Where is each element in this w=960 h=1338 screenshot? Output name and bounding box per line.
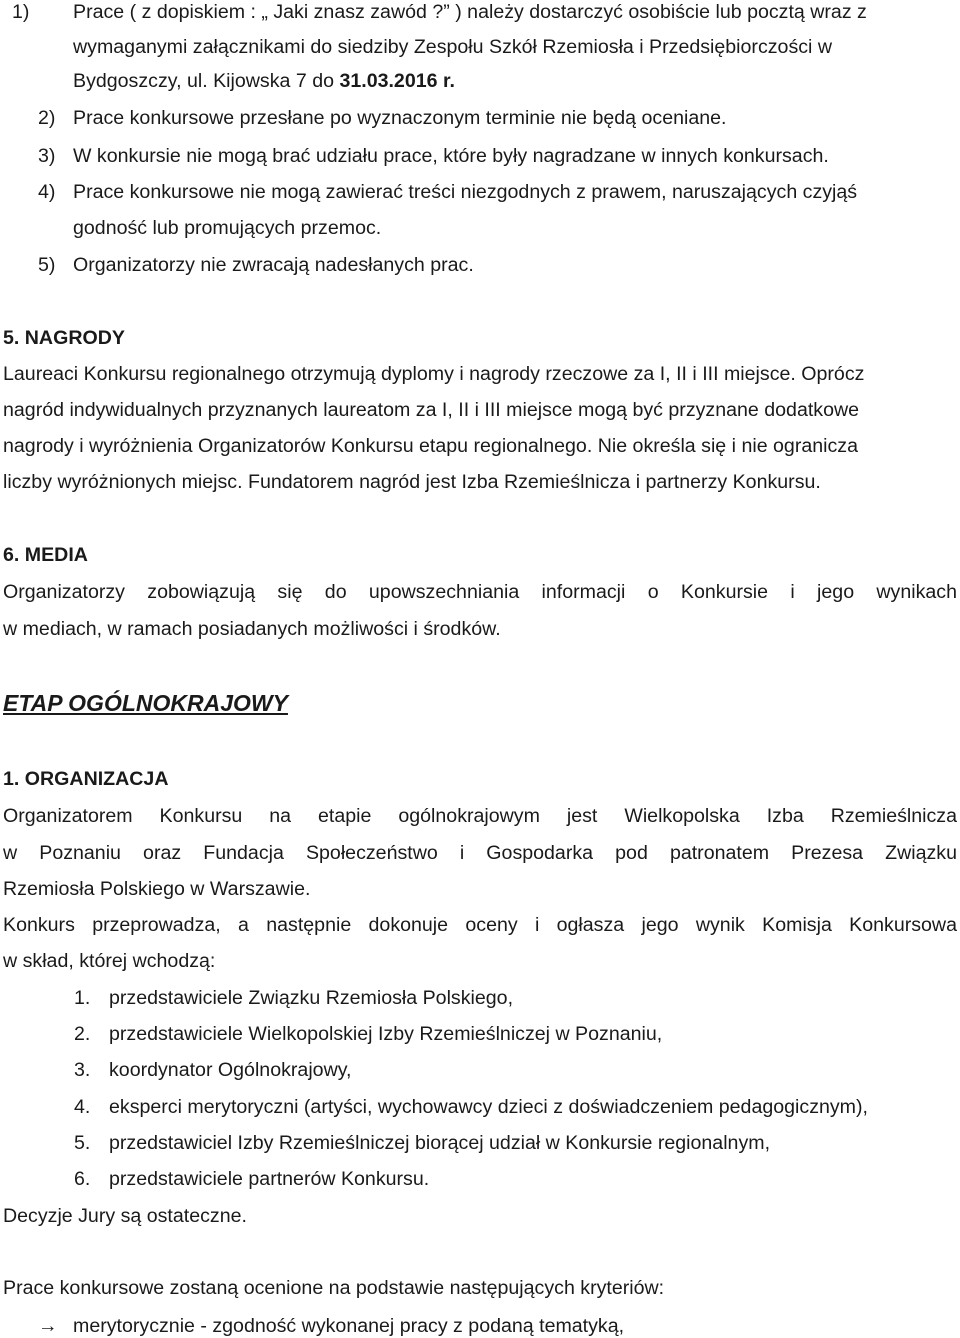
list-number: 5. (74, 1132, 91, 1154)
paragraph-line: nagrody i wyróżnienia Organizatorów Konkursu etapu regionalnego. Nie określa się i nie ogranicza (3, 435, 858, 457)
list-number: 3) (38, 145, 56, 167)
list-number: 6. (74, 1168, 91, 1190)
list-item-text: Organizatorzy nie zwracają nadesłanych prac. (73, 254, 474, 276)
list-number: 2. (74, 1023, 91, 1045)
list-item: przedstawiciele Wielkopolskiej Izby Rzemieślniczej w Poznaniu, (109, 1023, 663, 1045)
justified-text: Konkurs przeprowadza, a następnie dokonuje oceny i ogłasza jego wynik Komisja Konkursowa (3, 914, 957, 936)
list-number: 4) (38, 181, 56, 203)
paragraph-line: nagród indywidualnych przyznanych laureatom za I, II i III miejsce mogą być przyznane dodatkowe (3, 399, 860, 421)
stage-title: ETAP OGÓLNOKRAJOWY (3, 690, 288, 716)
list-item: przedstawiciele partnerów Konkursu. (109, 1168, 430, 1190)
deadline-date: 31.03.2016 r. (339, 70, 455, 92)
list-number: 1. (74, 987, 91, 1009)
list-item-text: W konkursie nie mogą brać udziału prace, które były nagradzane w innych konkursach. (73, 145, 829, 167)
list-item: przedstawiciele Związku Rzemiosła Polskiego, (109, 987, 514, 1009)
paragraph-line (3, 841, 957, 865)
list-item: koordynator Ogólnokrajowy, (109, 1059, 352, 1081)
section-heading-organizacja: 1. ORGANIZACJA (3, 768, 169, 790)
justified-text: Organizatorem Konkursu na etapie ogólnokrajowym jest Wielkopolska Izba Rzemieślnicza (3, 805, 957, 827)
criteria-item: merytorycznie - zgodność wykonanej pracy z podaną tematyką, (73, 1315, 625, 1337)
list-item-text: Prace konkursowe przesłane po wyznaczonym terminie nie będą oceniane. (73, 107, 727, 129)
paragraph-line: Rzemiosła Polskiego w Warszawie. (3, 878, 311, 900)
list-number: 5) (38, 254, 56, 276)
list-number: 4. (74, 1096, 91, 1118)
justified-text: w Poznaniu oraz Fundacja Społeczeństwo i Gospodarka pod patronatem Prezesa Związku (3, 842, 957, 864)
list-item: przedstawiciel Izby Rzemieślniczej biorącej udział w Konkursie regionalnym, (109, 1132, 771, 1154)
paragraph-line: Laureaci Konkursu regionalnego otrzymują dyplomy i nagrody rzeczowe za I, II i III miejsce. Oprócz (3, 363, 865, 385)
paragraph-line: w mediach, w ramach posiadanych możliwości i środków. (3, 618, 501, 640)
list-number: 2) (38, 107, 56, 129)
jury-note: Decyzje Jury są ostateczne. (3, 1205, 247, 1227)
paragraph-line (3, 580, 957, 604)
list-item-text: Bydgoszczy, ul. Kijowska 7 do 31.03.2016 r. (73, 70, 455, 92)
list-item-text: Prace konkursowe nie mogą zawierać treści niezgodnych z prawem, naruszających czyjąś (73, 181, 858, 203)
list-item-text: Prace ( z dopiskiem : „ Jaki znasz zawód ?” ) należy dostarczyć osobiście lub pocztą wraz z (73, 1, 867, 23)
paragraph-line: liczby wyróżnionych miejsc. Fundatorem nagród jest Izba Rzemieślnicza i partnerzy Konkursu. (3, 471, 821, 493)
list-item: eksperci merytoryczni (artyści, wychowawcy dzieci z doświadczeniem pedagogicznym), (109, 1096, 868, 1118)
justified-text: Organizatorzy zobowiązują się do upowszechniania informacji o Konkursie i jego wynikach (3, 581, 957, 603)
paragraph-line: w skład, której wchodzą: (3, 950, 216, 972)
criteria-intro: Prace konkursowe zostaną ocenione na podstawie następujących kryteriów: (3, 1277, 665, 1299)
paragraph-line (3, 913, 957, 937)
list-number: 1) (12, 1, 30, 23)
list-number: 3. (74, 1059, 91, 1081)
list-item-text: wymaganymi załącznikami do siedziby Zespołu Szkół Rzemiosła i Przedsiębiorczości w (73, 36, 832, 58)
paragraph-line (3, 804, 957, 828)
list-item-text: godność lub promujących przemoc. (73, 217, 382, 239)
arrow-right-icon: → (38, 1315, 58, 1337)
section-heading-nagrody: 5. NAGRODY (3, 327, 125, 349)
section-heading-media: 6. MEDIA (3, 544, 88, 566)
